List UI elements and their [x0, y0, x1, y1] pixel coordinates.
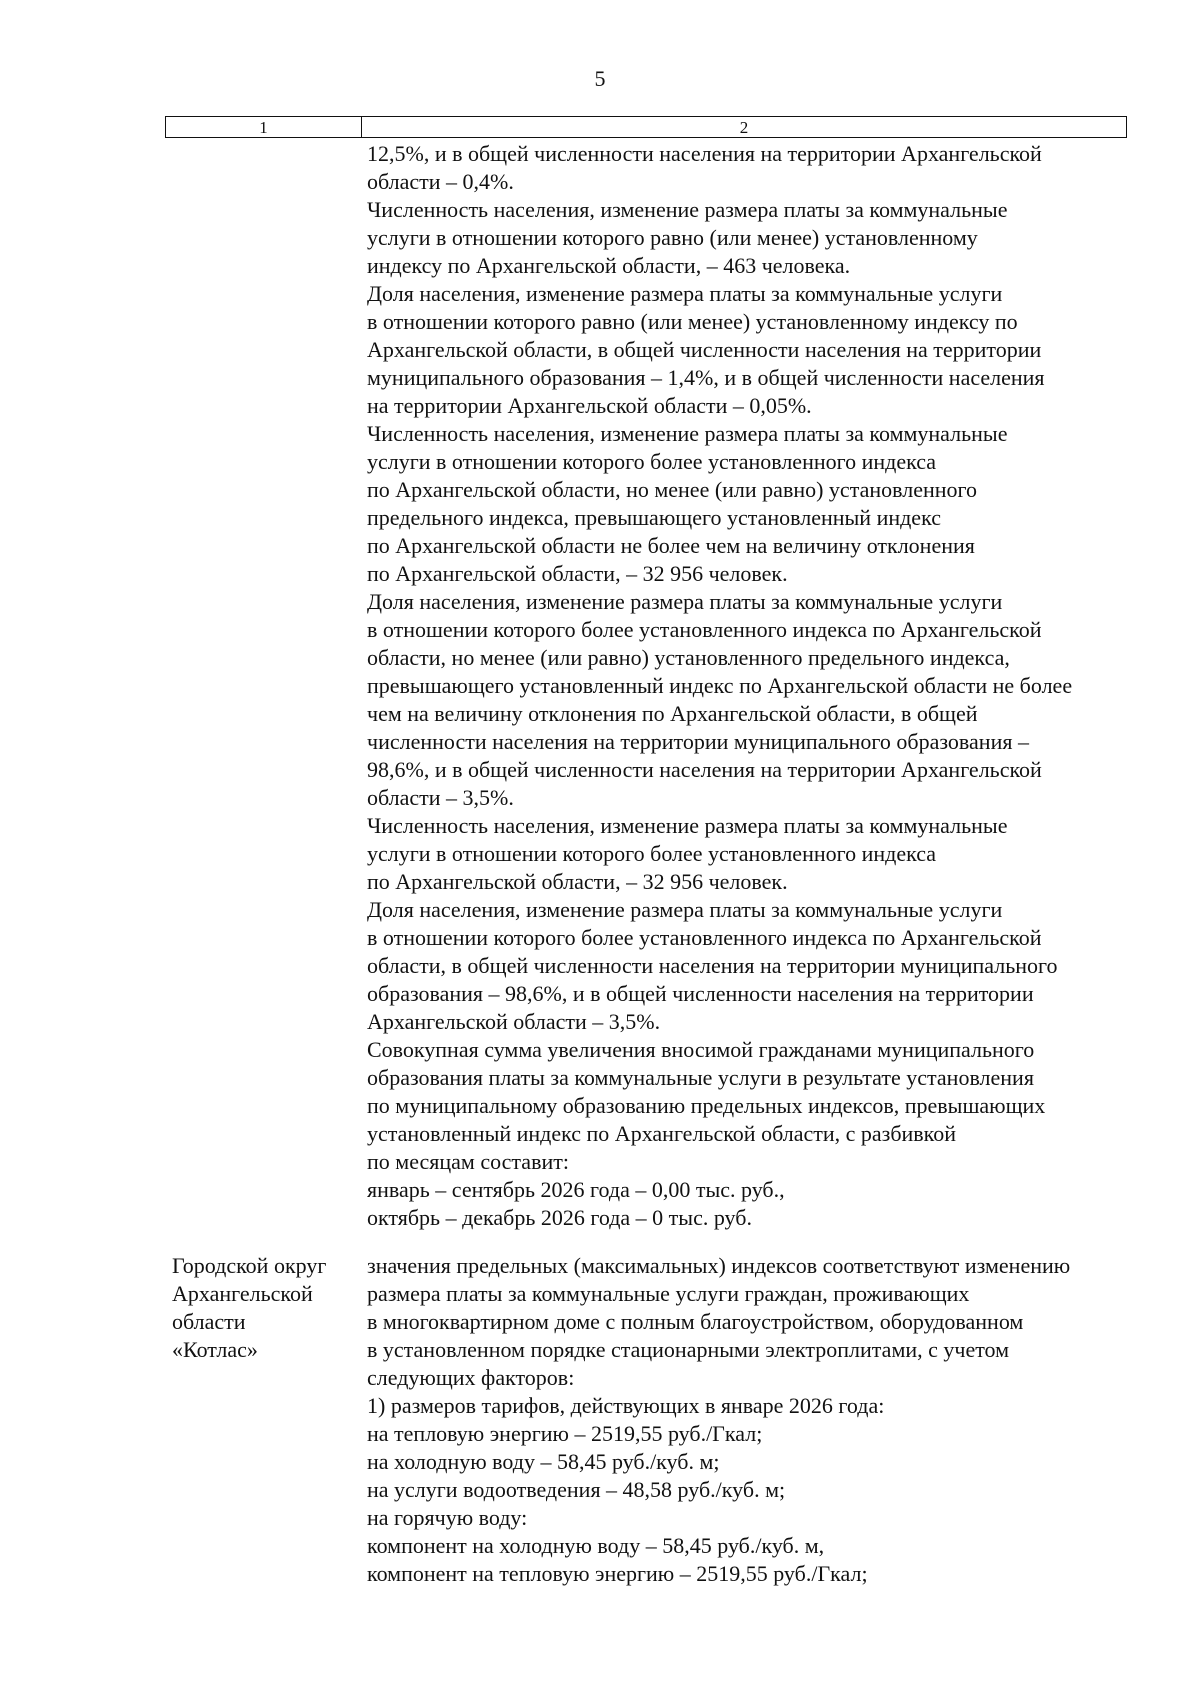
text-line: октябрь – декабрь 2026 года – 0 тыс. руб.	[367, 1205, 752, 1230]
text-line: по Архангельской области, – 32 956 человек.	[367, 869, 788, 894]
table-header-col-1: 1	[166, 117, 362, 137]
text-line: в установленном порядке стационарными электроплитами, с учетом	[367, 1337, 1010, 1362]
text-line: компонент на холодную воду – 58,45 руб./куб. м,	[367, 1533, 825, 1558]
text-line: на холодную воду – 58,45 руб./куб. м;	[367, 1449, 720, 1474]
text-line: образования платы за коммунальные услуги в результате установления	[367, 1065, 1034, 1090]
text-line: 1) размеров тарифов, действующих в январе 2026 года:	[367, 1393, 885, 1418]
page-number: 5	[594, 66, 606, 91]
text-line: области – 0,4%.	[367, 169, 514, 194]
text-line: следующих факторов:	[367, 1365, 575, 1390]
region-name-line: Архангельской	[172, 1281, 313, 1306]
text-line: Архангельской области – 3,5%.	[367, 1009, 661, 1034]
text-line: в многоквартирном доме с полным благоустройством, оборудованном	[367, 1309, 1024, 1334]
text-line: на услуги водоотведения – 48,58 руб./куб. м;	[367, 1477, 786, 1502]
text-line: компонент на тепловую энергию – 2519,55 руб./Гкал;	[367, 1561, 868, 1586]
text-line: образования – 98,6%, и в общей численности населения на территории	[367, 981, 1034, 1006]
text-line: чем на величину отклонения по Архангельской области, в общей	[367, 701, 978, 726]
text-line: по Архангельской области, но менее (или равно) установленного	[367, 477, 977, 502]
table-header-col-2: 2	[739, 117, 749, 137]
text-line: по Архангельской области не более чем на величину отклонения	[367, 533, 975, 558]
text-line: размера платы за коммунальные услуги граждан, проживающих	[367, 1281, 970, 1306]
text-line: на территории Архангельской области – 0,05%.	[367, 393, 812, 418]
text-line: превышающего установленный индекс по Архангельской области не более	[367, 673, 1073, 698]
text-line: Совокупная сумма увеличения вносимой гражданами муниципального	[367, 1037, 1035, 1062]
text-line: на тепловую энергию – 2519,55 руб./Гкал;	[367, 1421, 763, 1446]
continued-region-text	[367, 140, 1127, 1232]
text-line: муниципального образования – 1,4%, и в общей численности населения	[367, 365, 1045, 390]
text-line: численности населения на территории муниципального образования –	[367, 729, 1029, 754]
text-line: Доля населения, изменение размера платы за коммунальные услуги	[367, 281, 1003, 306]
text-line: Численность населения, изменение размера платы за коммунальные	[367, 421, 1008, 446]
region-name-line: Городской округ	[172, 1253, 327, 1278]
text-line: по Архангельской области, – 32 956 человек.	[367, 561, 788, 586]
text-line: Доля населения, изменение размера платы за коммунальные услуги	[367, 589, 1003, 614]
text-line: Численность населения, изменение размера платы за коммунальные	[367, 813, 1008, 838]
text-line: 98,6%, и в общей численности населения на территории Архангельской	[367, 757, 1042, 782]
text-line: индексу по Архангельской области, – 463 человека.	[367, 253, 851, 278]
text-line: области, но менее (или равно) установленного предельного индекса,	[367, 645, 1010, 670]
region-name-line: «Котлас»	[172, 1337, 258, 1362]
text-line: на горячую воду:	[367, 1505, 528, 1530]
text-line: услуги в отношении которого равно (или менее) установленному	[367, 225, 978, 250]
text-line: услуги в отношении которого более установленного индекса	[367, 841, 937, 866]
region-name-kotlas	[172, 1252, 362, 1364]
text-line: в отношении которого равно (или менее) установленному индексу по	[367, 309, 1018, 334]
kotlas-region-text	[367, 1252, 1127, 1588]
text-line: установленный индекс по Архангельской области, с разбивкой	[367, 1121, 957, 1146]
text-line: значения предельных (максимальных) индексов соответствуют изменению	[367, 1253, 1071, 1278]
text-line: области, в общей численности населения на территории муниципального	[367, 953, 1058, 978]
region-name-line: области	[172, 1309, 246, 1334]
text-line: январь – сентябрь 2026 года – 0,00 тыс. руб.,	[367, 1177, 785, 1202]
table-header-row	[165, 116, 1127, 138]
text-line: Архангельской области, в общей численности населения на территории	[367, 337, 1042, 362]
text-line: Численность населения, изменение размера платы за коммунальные	[367, 197, 1008, 222]
text-line: услуги в отношении которого более установленного индекса	[367, 449, 937, 474]
text-line: по месяцам составит:	[367, 1149, 569, 1174]
text-line: 12,5%, и в общей численности населения на территории Архангельской	[367, 141, 1042, 166]
text-line: предельного индекса, превышающего установленный индекс	[367, 505, 941, 530]
text-line: в отношении которого более установленного индекса по Архангельской	[367, 617, 1042, 642]
text-line: в отношении которого более установленного индекса по Архангельской	[367, 925, 1042, 950]
text-line: области – 3,5%.	[367, 785, 514, 810]
text-line: Доля населения, изменение размера платы за коммунальные услуги	[367, 897, 1003, 922]
text-line: по муниципальному образованию предельных индексов, превышающих	[367, 1093, 1046, 1118]
